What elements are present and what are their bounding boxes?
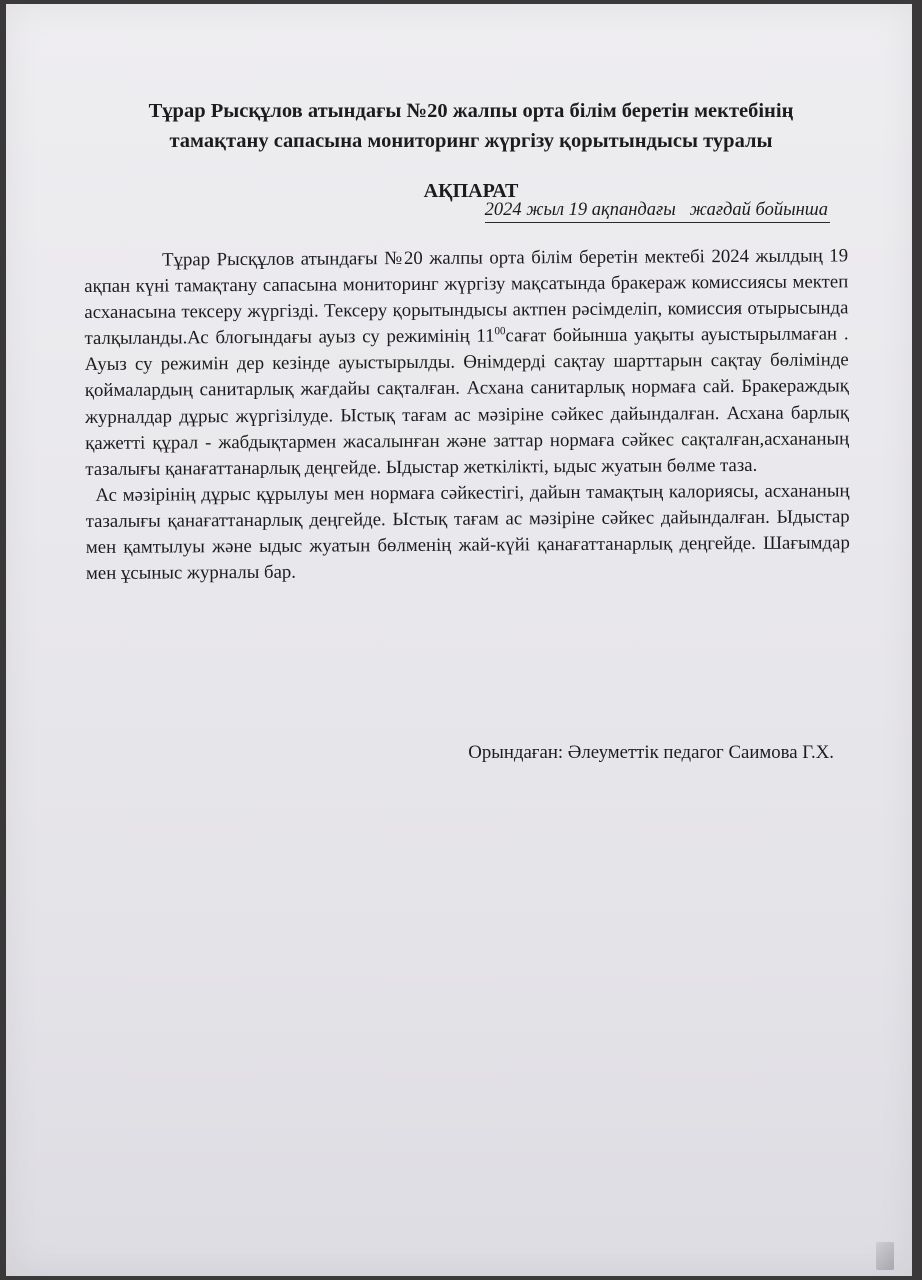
paragraph-2: Ас мәзірінің дұрыс құрылуы мен нормаға сәйкестігі, дайын тамақтың калориясы, асхананың тазалығы қанағаттанарлық деңгейде. Ыстық тағам ас мәзіріне сәйкес дайындалған. Ыдыстар мен қамтылуы және ыдыс жуатын бөлменің жай-күйі қанағаттанарлық деңгейде. Шағымдар мен ұсыныс журналы бар. [85,480,850,585]
signature-line: Орындаған: Әлеуметтік педагог Саимова Г.Х. [468,742,834,763]
title-line-1: Тұрар Рысқұлов атындағы №20 жалпы орта білім беретін мектебінің [148,100,794,122]
paragraph-1 [84,243,849,483]
paragraph-1-text-a: Тұрар Рысқұлов атындағы №20 жалпы орта білім беретін мектебі 2024 жылдың 19 ақпан күні тамақтану сапасына мониторинг жүргізу мақсатында бракераж комиссиясы мектеп асханасына тексеру жүргізді. Тексеру қорытындысы актпен рәсімделіп, комиссия отырысында талқыланды.Ас блогындағы ауыз су режимінің 11 [84,245,849,350]
document-body [84,243,850,587]
date-line: 2024 жыл 19 ақпандағы жағдай бойынша [485,200,830,223]
document-title [76,96,866,156]
title-line-2: тамақтану сапасына мониторинг жүргізу қорытындысы туралы [169,130,773,152]
paragraph-1-text-b: сағат бойынша уақыты ауыстырылмаған . Ауыз су режимін дер кезінде ауыстырылды. Өнімдерді сақтау шарттарын сақтау бөлімінде қоймалардың санитарлық жағдайы сақталған. Асхана санитарлық нормаға сай. Бракераждық журналдар дұрыс жүргізілуде. Ыстық тағам ас мәзіріне сәйкес дайындалған. Асхана барлық қажетті құрал - жабдықтармен жасалынған және заттар нормаға сәйкес сақталған,асхананың тазалығы қанағаттанарлық деңгейде. Ыдыстар жеткілікті, ыдыс жуатын бөлме таза. [84,323,850,480]
paper-sheet [6,4,912,1276]
time-superscript: 00 [494,325,506,338]
page-corner-fold [876,1242,894,1270]
document-heading: АҚПАРАТ [423,180,519,202]
